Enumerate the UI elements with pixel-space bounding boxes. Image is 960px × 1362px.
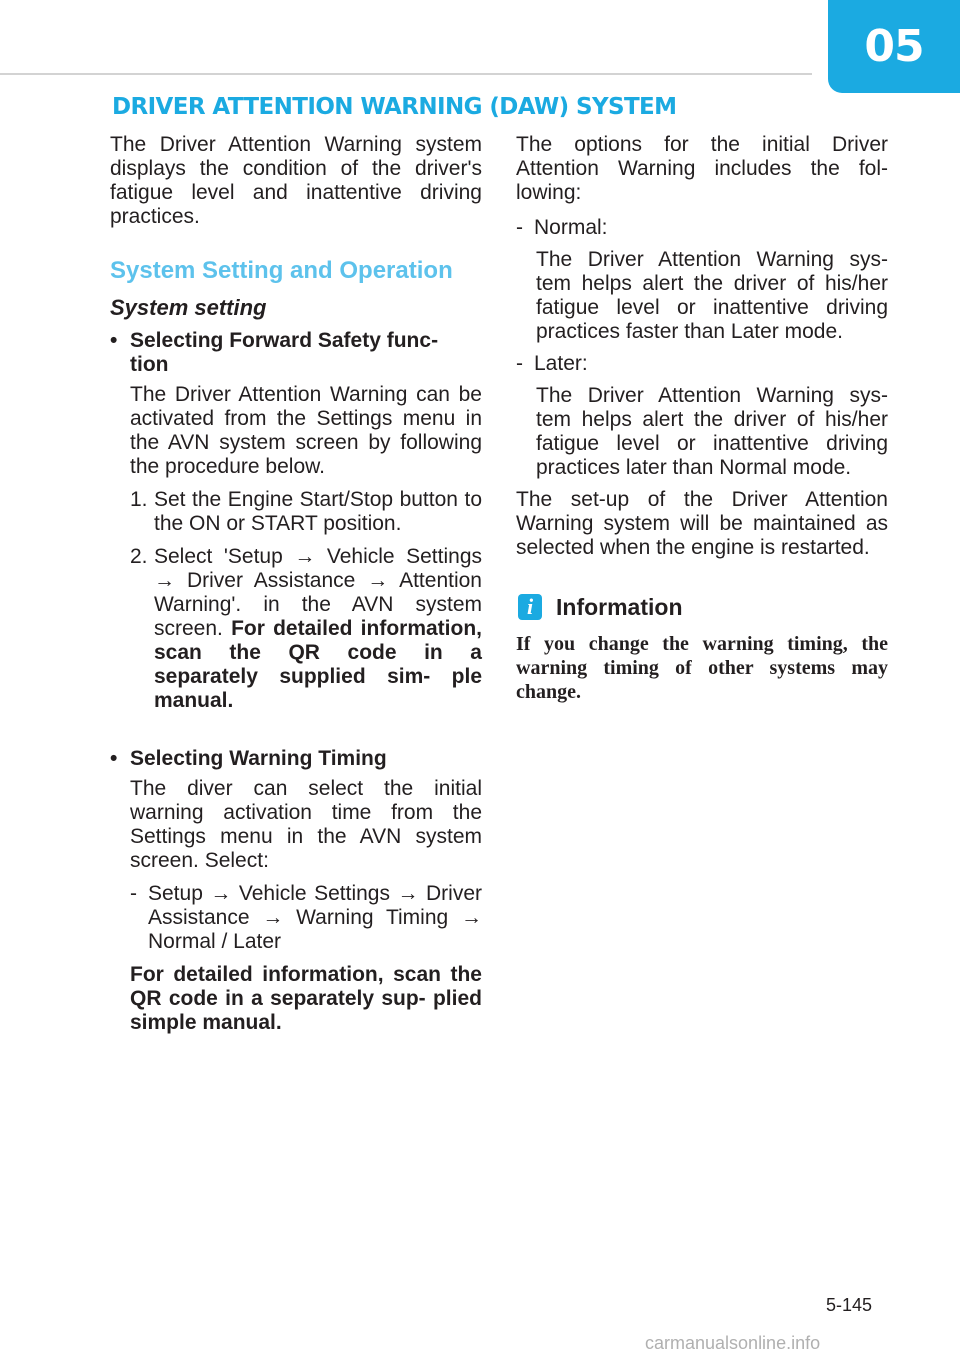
information-header: [518, 594, 888, 620]
bullet-marker: •: [110, 747, 118, 770]
system-setting-heading: System Setting and Operation: [110, 257, 453, 284]
bullet-body: The diver can select the initial warning activation time from the Settings menu in the AVN system screen. Select:: [130, 777, 482, 872]
dash-marker: -: [516, 216, 523, 239]
bullet-body: The Driver Attention Warning can be activated from the Settings menu in the AVN system screen by following the procedure below.: [130, 383, 482, 478]
step-qr-note: For detailed information, scan the QR code in a separately supplied sim- ple manual.: [154, 617, 482, 712]
option-normal-body: The Driver Attention Warning sys- tem helps alert the driver of his/her fatigue level or inattentive driving practices faster than Later mode.: [536, 248, 888, 343]
left-column: [110, 133, 482, 1046]
information-title: Information: [556, 594, 683, 620]
option-label: Later:: [534, 352, 588, 375]
setup-note: The set-up of the Driver Attention Warning system will be maintained as selected when the engine is restarted.: [516, 488, 888, 559]
step-text: Select 'Setup → Vehicle Settings → Driver Assistance → Attention Warning'. in the AVN system screen.: [154, 545, 482, 640]
header-rule: [0, 73, 812, 75]
option-normal-label: [516, 216, 888, 240]
system-setting-subheading: System setting: [110, 295, 267, 320]
option-later-label: [516, 352, 888, 376]
dash-marker: -: [130, 882, 137, 905]
chapter-tab: 05: [828, 0, 960, 93]
step-2: [130, 545, 482, 713]
step-number: 2.: [130, 545, 148, 568]
dash-marker: -: [516, 352, 523, 375]
bullet-title: Selecting Forward Safety func- tion: [130, 329, 439, 376]
step-number: 1.: [130, 488, 148, 511]
options-intro: The options for the initial Driver Attention Warning includes the fol- lowing:: [516, 133, 888, 204]
steps-list: [130, 488, 482, 713]
bullet-warning-timing: [110, 747, 482, 1035]
option-later-body: The Driver Attention Warning sys- tem helps alert the driver of his/her fatigue level or inattentive driving practices later than Normal mode.: [536, 384, 888, 479]
option-label: Normal:: [534, 216, 608, 239]
menu-path-item: [130, 882, 482, 954]
section-title: DRIVER ATTENTION WARNING (DAW) SYSTEM: [112, 94, 677, 120]
bullet-marker: •: [110, 329, 118, 352]
information-body: If you change the warning timing, the warning timing of other systems may change.: [516, 633, 888, 703]
right-column: [516, 133, 888, 704]
bullet-title: Selecting Warning Timing: [130, 747, 387, 770]
step-1: [130, 488, 482, 536]
menu-path: Setup → Vehicle Settings → Driver Assistance → Warning Timing → Normal / Later: [148, 882, 482, 953]
watermark: carmanualsonline.info: [645, 1333, 821, 1353]
info-icon: i: [518, 594, 542, 620]
bullet-forward-safety: [110, 329, 482, 713]
step-text: Set the Engine Start/Stop button to the ON or START position.: [154, 488, 482, 535]
intro-paragraph: The Driver Attention Warning system displays the condition of the driver's fatigue level and inattentive driving practices.: [110, 133, 482, 228]
qr-note: For detailed information, scan the QR code in a separately sup- plied simple manual.: [130, 963, 482, 1034]
page-number: 5-145: [826, 1295, 873, 1315]
